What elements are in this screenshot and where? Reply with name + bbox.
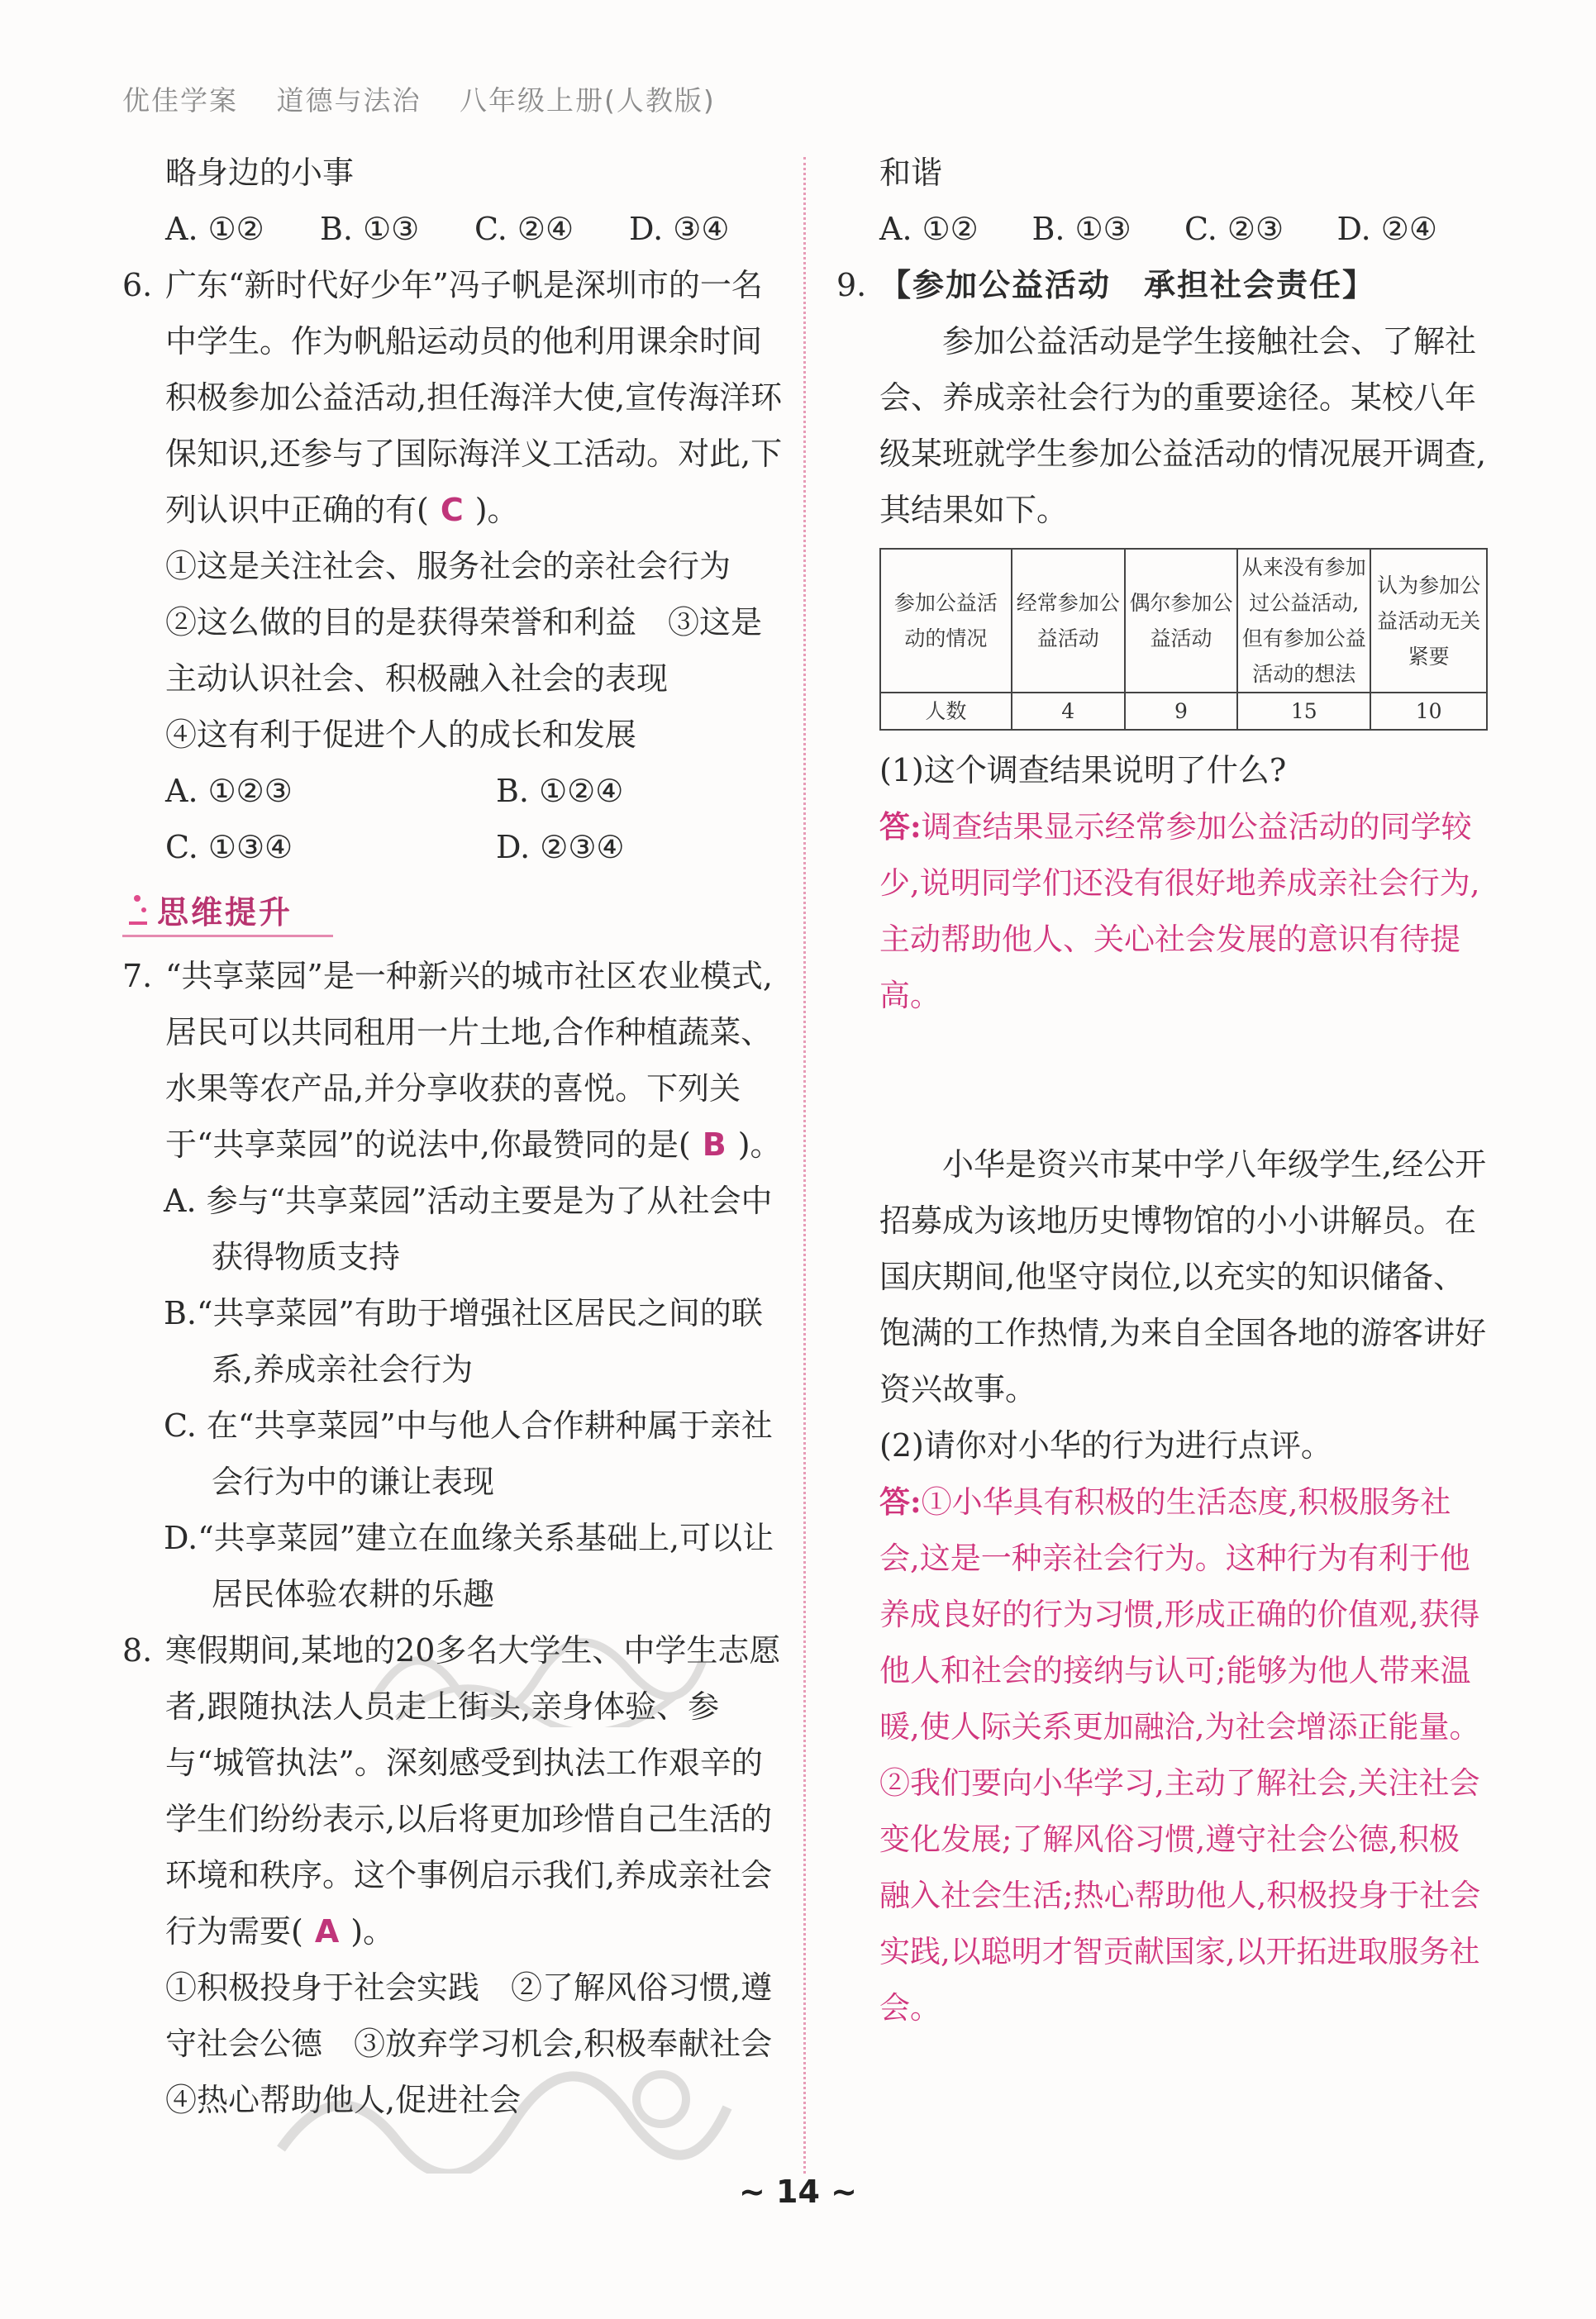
q9-answer-1	[836, 798, 1489, 1024]
header-subject: 道德与法治	[276, 84, 422, 117]
answer-1-text: 调查结果显示经常参加公益活动的同学较少,说明同学们还没有很好地养成亲社会行为,主动帮助他人、关心社会发展的意识有待提高。	[879, 809, 1480, 1013]
q9-sub1: (1)这个调查结果说明了什么?	[879, 752, 1287, 788]
q6-option-b: B. ①②④	[496, 773, 624, 809]
survey-header-cell: 认为参加公益活动无关紧要	[1370, 549, 1487, 693]
q9-material: 小华是资兴市某中学八年级学生,经公开招募成为该地历史博物馆的小小讲解员。在国庆期间,他坚守岗位,以充实的知识储备、饱满的工作热情,为来自全国各地的游客讲好资兴故事。	[879, 1146, 1487, 1407]
survey-value-cell: 10	[1370, 693, 1487, 730]
survey-value-row	[880, 693, 1487, 730]
q8-answer: A	[314, 1913, 340, 1950]
section-marker-icon	[127, 893, 149, 931]
survey-value-cell: 15	[1237, 693, 1370, 730]
q9-intro: 参加公益活动是学生接触社会、了解社会、养成亲社会行为的重要途径。某校八年级某班就学生参加公益活动的情况展开调查,其结果如下。	[879, 323, 1487, 528]
page-number: ~ 14 ~	[738, 2174, 858, 2210]
spacer	[836, 1024, 1489, 1136]
q5-options	[122, 201, 784, 257]
survey-header-cell: 经常参加公益活动	[1012, 549, 1125, 693]
column-divider	[803, 157, 806, 2174]
q7-option-d: D.“共享菜园”建立在血缘关系基础上,可以让居民体验农耕的乐趣	[164, 1520, 774, 1612]
section-title-text: 思维提升	[157, 894, 293, 931]
page-header	[122, 79, 744, 118]
section-title	[122, 887, 784, 936]
q6-number: 6.	[122, 267, 153, 303]
q7-option-b: B.“共享菜园”有助于增强社区居民之间的联系,养成亲社会行为	[164, 1295, 763, 1388]
q8-stem	[122, 1622, 784, 1959]
q5-option-c: C. ②④	[474, 211, 574, 247]
survey-row-label: 人数	[880, 693, 1012, 730]
q8-number: 8.	[122, 1632, 153, 1669]
q6-stem-text: 广东“新时代好少年”冯子帆是深圳市的一名中学生。作为帆船运动员的他利用课余时间积极参加公益活动,担任海洋大使,宣传海洋环保知识,还参与了国际海洋义工活动。对此,下列认识中正确的有(	[165, 267, 783, 528]
q8-items: ①积极投身于社会实践 ②了解风俗习惯,遵守社会公德 ③放弃学习机会,积极奉献社会 ④热心帮助他人,促进社会	[165, 1969, 804, 2118]
q6-option-c: C. ①③④	[165, 829, 293, 865]
right-column	[836, 145, 1489, 2036]
survey-header-row	[880, 549, 1487, 693]
survey-table-wrap	[836, 548, 1489, 731]
q8-option-a: A. ①②	[879, 211, 979, 247]
q5-option-d: D. ③④	[629, 211, 730, 247]
answer-2-text: ①小华具有积极的生活态度,积极服务社会,这是一种亲社会行为。这种行为有利于他养成良好的行为习惯,形成正确的价值观,获得他人和社会的接纳与认可;能够为他人带来温暖,使人际关系更加融洽,为社会增添正能量。②我们要向小华学习,主动了解社会,关注社会变化发展;了解风俗习惯,遵守社会公德,积极融入社会生活;热心帮助他人,积极投身于社会实践,以聪明才智贡献国家,以开拓进取服务社会。	[879, 1484, 1481, 2026]
survey-table	[879, 548, 1488, 731]
q7-stem-text: “共享菜园”是一种新兴的城市社区农业模式,居民可以共同租用一片土地,合作种植蔬菜、水果等农产品,并分享收获的喜悦。下列关于“共享菜园”的说法中,你最赞同的是(	[165, 958, 773, 1163]
header-grade: 八年级上册(人教版)	[460, 84, 716, 117]
survey-header-cell: 偶尔参加公益活动	[1125, 549, 1238, 693]
q5-option-b: B. ①③	[320, 211, 420, 247]
q6-item-2: ②这么做的目的是获得荣誉和利益 ③这是主动认识社会、积极融入社会的表现	[165, 604, 763, 697]
q8-tail: 和谐	[879, 155, 943, 191]
left-column	[122, 145, 804, 2128]
section-underline	[122, 935, 333, 937]
answer-label: 答:	[879, 1483, 922, 1520]
q7-stem	[122, 948, 784, 1173]
survey-header-cell: 从来没有参加过公益活动,但有参加公益活动的想法	[1237, 549, 1370, 693]
q7-stem-end: )。	[737, 1126, 782, 1163]
q9-sub2: (2)请你对小华的行为进行点评。	[879, 1427, 1332, 1464]
survey-header-cell: 参加公益活动的情况	[880, 549, 1012, 693]
q9-heading	[836, 257, 1489, 313]
q6-options	[122, 763, 784, 875]
q6-option-a: A. ①②③	[165, 773, 293, 809]
q9-answer-2	[836, 1474, 1489, 2036]
q9-topic: 【参加公益活动 承担社会责任】	[879, 267, 1376, 303]
q9-number: 9.	[836, 267, 867, 303]
q5-tail: 略身边的小事	[165, 155, 355, 191]
answer-label: 答:	[879, 808, 922, 845]
q8-option-d: D. ②④	[1336, 211, 1437, 247]
q6-stem-end: )。	[474, 492, 519, 528]
q7-option-a: A. 参与“共享菜园”活动主要是为了从社会中获得物质支持	[164, 1183, 773, 1275]
q6-item-1: ①这是关注社会、服务社会的亲社会行为	[165, 548, 731, 584]
q7-number: 7.	[122, 958, 153, 994]
survey-value-cell: 9	[1125, 693, 1238, 730]
header-series: 优佳学案	[122, 84, 238, 117]
q8-option-c: C. ②③	[1184, 211, 1284, 247]
q6-stem	[122, 257, 784, 538]
q7-option-c: C. 在“共享菜园”中与他人合作耕种属于亲社会行为中的谦让表现	[164, 1407, 773, 1500]
q5-option-a: A. ①②	[165, 211, 264, 247]
q6-option-d: D. ②③④	[496, 829, 625, 865]
q8-stem-text: 寒假期间,某地的20多名大学生、中学生志愿者,跟随执法人员走上街头,亲身体验、参与“城管执法”。深刻感受到执法工作艰辛的学生们纷纷表示,以后将更加珍惜自己生活的环境和秩序。这个事例启示我们,养成亲社会行为需要(	[165, 1632, 781, 1950]
q6-answer: C	[440, 492, 464, 528]
survey-value-cell: 4	[1012, 693, 1125, 730]
q8-stem-end: )。	[350, 1913, 395, 1950]
q8-option-b: B. ①③	[1031, 211, 1131, 247]
q8-options	[836, 201, 1489, 257]
q6-item-3: ④这有利于促进个人的成长和发展	[165, 717, 637, 753]
q7-answer: B	[702, 1126, 727, 1163]
